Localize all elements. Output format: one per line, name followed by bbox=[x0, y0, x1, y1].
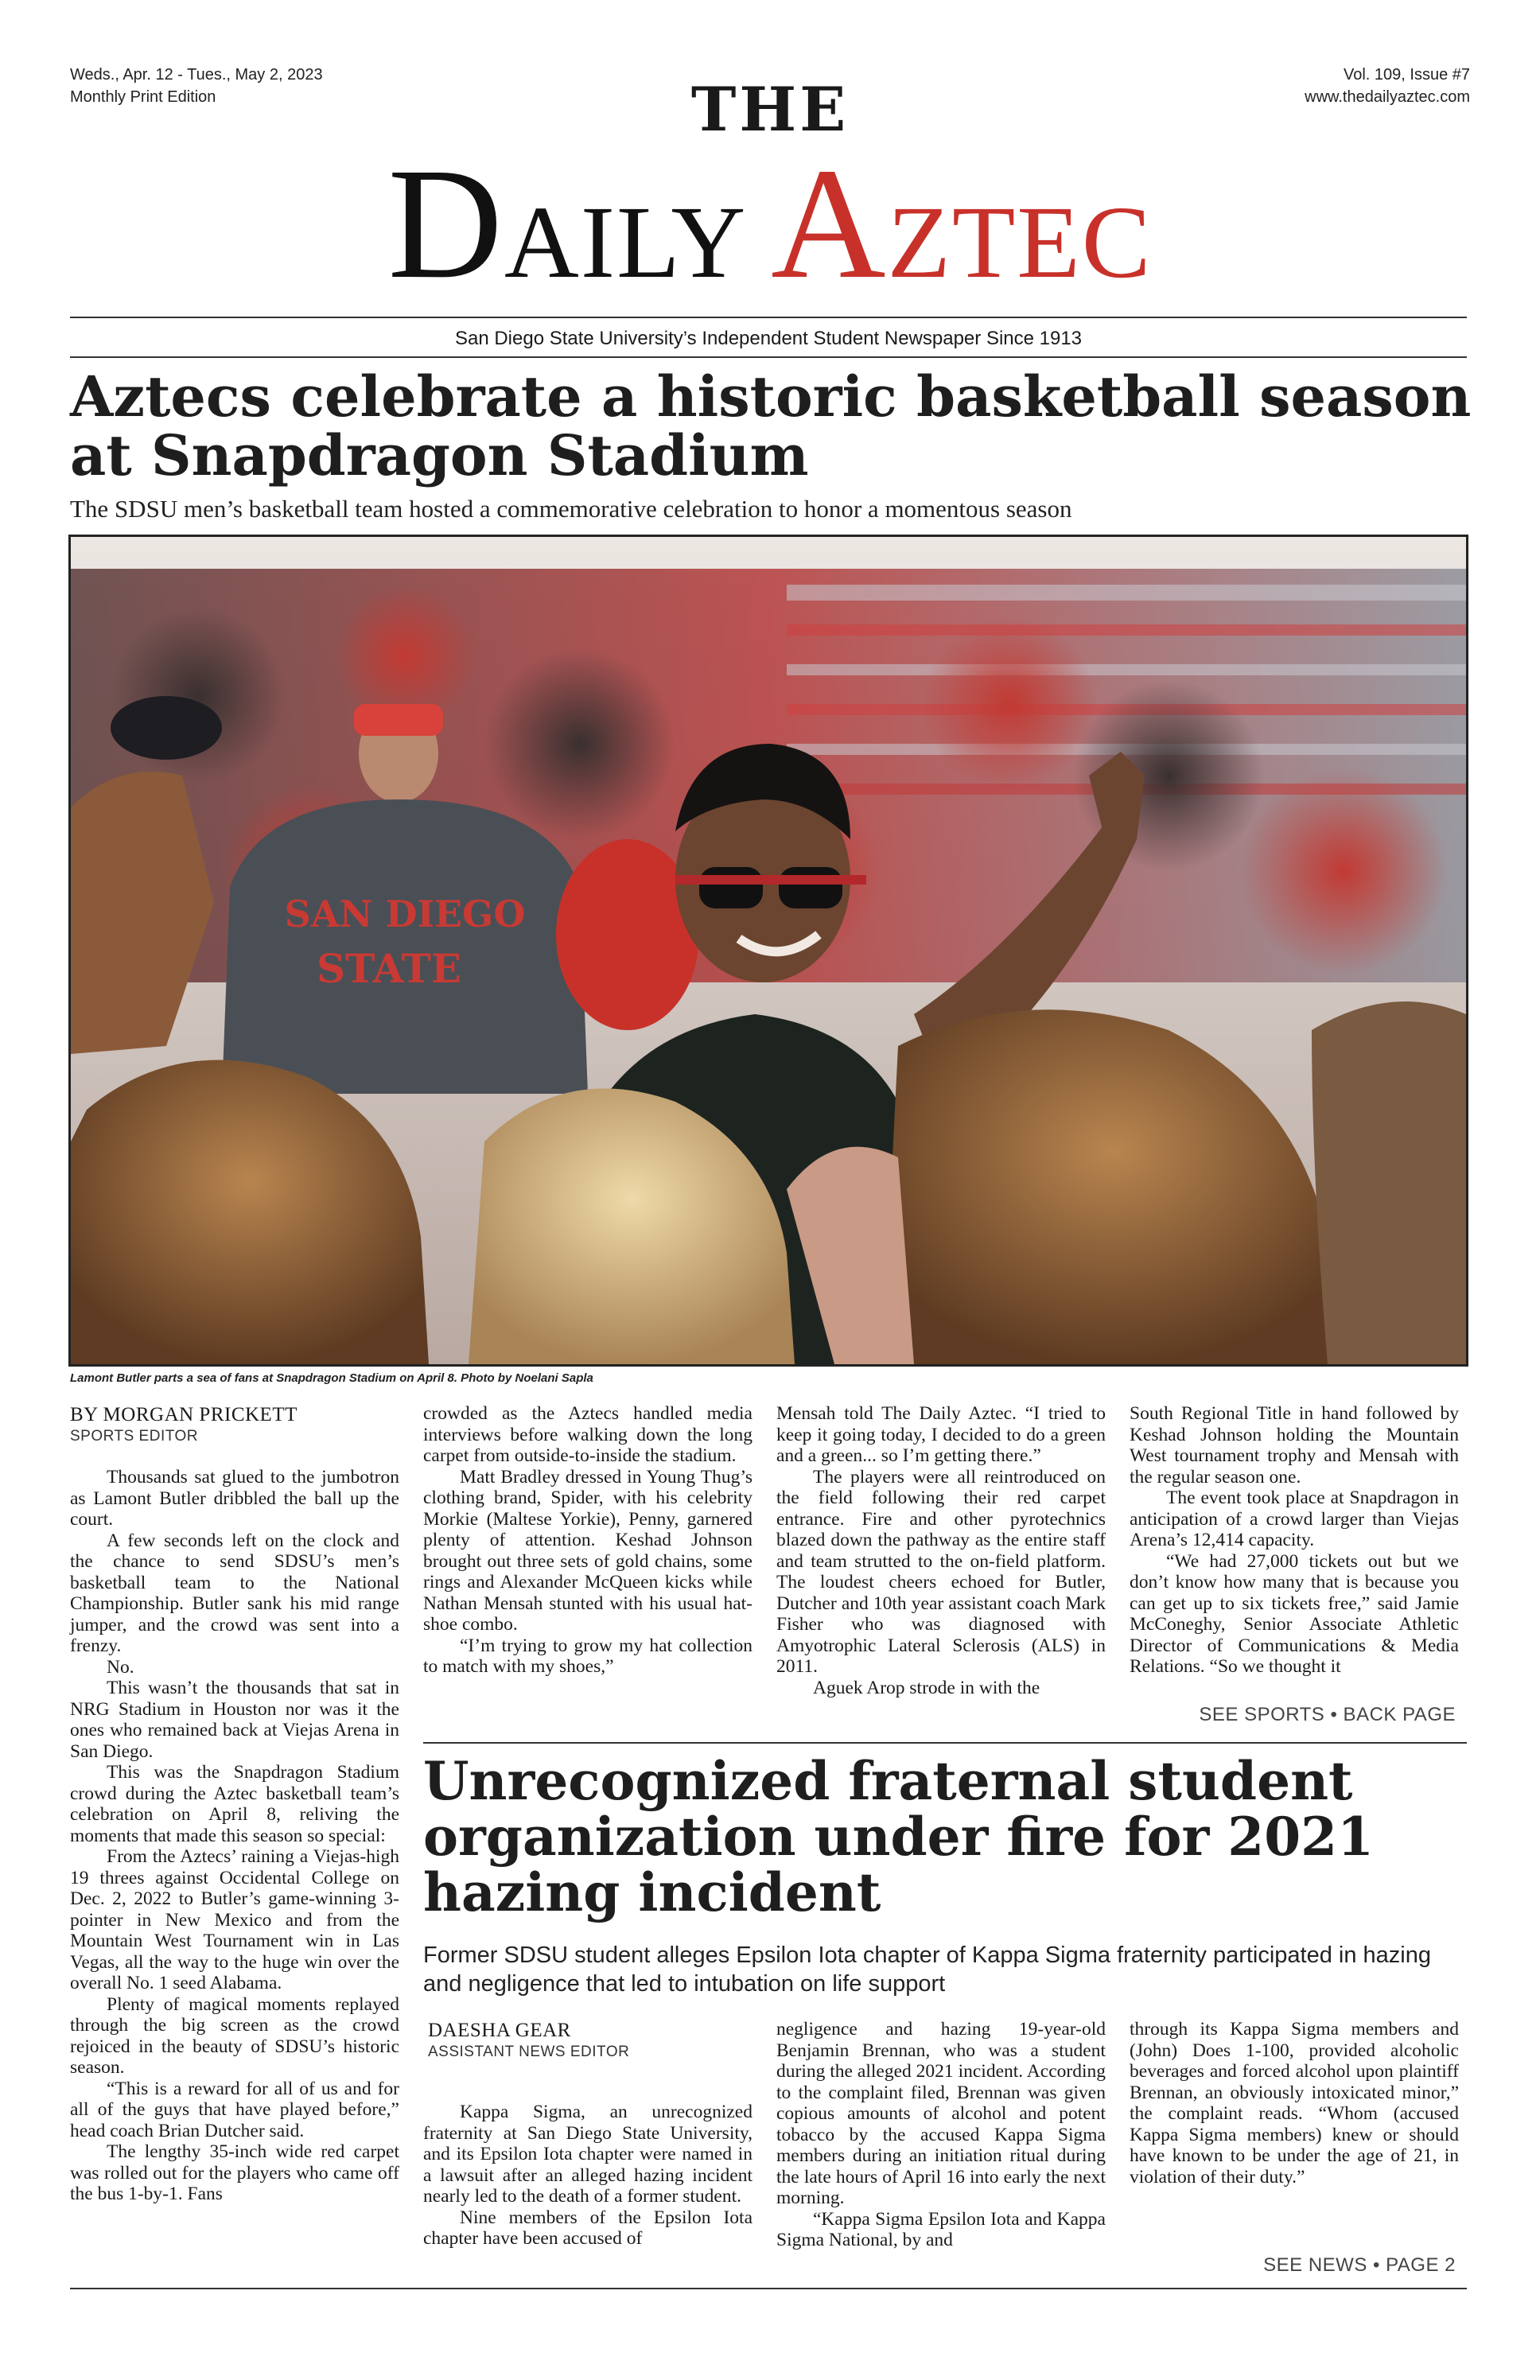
second-column-2: negligence and hazing 19-year-old Benjamin Brennan, who was a student during the alleged 2021 incident. According to the complaint filed, Brennan was given copious amounts of alcohol and potent tobacco by the accused Kappa Sigma members during an initiation ritual during the late hours of April 16 into early the next morning. “Kappa Sigma Epsilon Iota and Kappa Sigma National, by and bbox=[776, 2019, 1106, 2250]
lead-photo-caption: Lamont Butler parts a sea of fans at Snapdragon Stadium on April 8. Photo by Noelani Sapla bbox=[70, 1371, 593, 1385]
lead-author-title: SPORTS EDITOR bbox=[70, 1428, 198, 1445]
lead-photo[interactable] bbox=[68, 535, 1468, 1367]
masthead-top-rule bbox=[70, 317, 1467, 318]
second-byline bbox=[428, 2019, 746, 2062]
lead-byline bbox=[70, 1403, 404, 1446]
website-link[interactable]: www.thedailyaztec.com bbox=[1305, 88, 1470, 106]
issue-volume bbox=[1152, 64, 1470, 108]
section-divider-rule bbox=[423, 1742, 1467, 1744]
masthead-aztec: AZTEC bbox=[771, 136, 1153, 312]
volume-label: Vol. 109, Issue #7 bbox=[1343, 66, 1470, 84]
crowd-photo-illustration bbox=[71, 537, 1466, 1364]
lead-jump-link[interactable]: SEE SPORTS • BACK PAGE bbox=[1199, 1704, 1456, 1725]
lead-column-3: Mensah told The Daily Aztec. “I tried to keep it going today, I decided to do a green and a green... so I’m getting there.” The players were all reintroduced on the field following their red carpet entrance. Fire and other pyrotechnics blazed down the pathway as the entire staff and team strutted to the on-field platform. The loudest cheers echoed for Butler, Dutcher and 10th year assistant coach Mark Fisher who was diagnosed with Amyotrophic Lateral Sclerosis (ALS) in 2011. Aguek Arop strode in with the bbox=[776, 1403, 1106, 1698]
second-subhead: Former SDSU student alleges Epsilon Iota chapter of Kappa Sigma fraternity participated in hazing and negligence that led to intubation on life support bbox=[423, 1942, 1432, 1997]
lead-column-4: South Regional Title in hand followed by Keshad Johnson holding the Mountain West tournament trophy and Mensah with the regular season one. The event took place at Snapdragon in anticipation of a crowd larger than Viejas Arena’s 12,414 capacity. “We had 27,000 tickets out but we don’t know how many that is because you can get up to six tickets free,” said Jamie McConeghy, Senior Associate Athletic Director of Communications & Media Relations. “So we thought it bbox=[1130, 1403, 1459, 1677]
masthead-title bbox=[134, 136, 1406, 322]
lead-author: BY MORGAN PRICKETT bbox=[70, 1404, 298, 1425]
second-author: DAESHA GEAR bbox=[428, 2020, 571, 2041]
second-column-1: Kappa Sigma, an unrecognized fraternity at San Diego State University, and its Epsilon Iota chapter were named in a lawsuit after an alleged hazing incident nearly led to the death of a former student. Nine members of the Epsilon Iota chapter have been accused of bbox=[423, 2102, 752, 2249]
second-headline[interactable]: Unrecognized fraternal student organization under fire for 2021 hazing incident bbox=[423, 1750, 1374, 1923]
masthead-the: THE bbox=[690, 74, 850, 145]
lead-column-2: crowded as the Aztecs handled media interviews before walking down the long carpet from outside-to-inside the stadium. Matt Bradley dressed in Young Thug’s clothing brand, Spider, with his celebrity Morkie (Maltese Yorkie), Penny, garnered plenty of attention. Keshad Johnson brought out three sets of gold chains, some rings and Alexander McQueen kicks while Nathan Mensah stunted with his usual hat-shoe combo. “I’m trying to grow my hat collection to match with my shoes,” bbox=[423, 1403, 752, 1677]
second-author-title: ASSISTANT NEWS EDITOR bbox=[428, 2044, 630, 2060]
masthead-bottom-rule bbox=[70, 356, 1467, 358]
lead-subhead: The SDSU men’s basketball team hosted a commemorative celebration to honor a momentous season bbox=[70, 495, 1072, 523]
second-jump-link[interactable]: SEE NEWS • PAGE 2 bbox=[1263, 2254, 1456, 2276]
masthead-daily: DAILY bbox=[387, 136, 744, 312]
lead-column-1: Thousands sat glued to the jumbotron as Lamont Butler dribbled the ball up the court. A few seconds left on the clock and the chance to send SDSU’s men’s basketball team to the National Championship. Butler sank his mid range jumper, and the crowd was sent into a frenzy. No. This wasn’t the thousands that sat in NRG Stadium in Houston nor was it the ones who remained back at Viejas Arena in San Diego. This was the Snapdragon Stadium crowd during the Aztec basketball team’s celebration on April 8, reliving the moments that made this season so special: From the Aztecs’ raining a Viejas-high 19 threes against Occidental College on Dec. 2, 2022 to Butler’s game-winning 3-pointer in New Mexico and from the Mountain West Tournament win in Las Vegas, all the way to the huge win over the overall No. 1 seed Alabama. Plenty of magical moments replayed through the big screen as the crowd rejoiced in the beauty of SDSU’s historic season. “This is a reward for all of us and for all of the guys that have played before,” head coach Brian Dutcher said. The lengthy 35-inch wide red carpet was rolled out for the players who came off the bus 1-by-1. Fans bbox=[70, 1467, 399, 2204]
issue-dates bbox=[70, 64, 404, 108]
shirt-text-state: STATE bbox=[317, 945, 461, 992]
edition-label: Monthly Print Edition bbox=[70, 88, 216, 106]
shirt-text-san-diego: SAN DIEGO bbox=[284, 892, 526, 935]
second-column-3: through its Kappa Sigma members and (John) Does 1-100, provided alcoholic beverages and forced alcohol upon plaintiff Brennan, an obviously intoxicated minor,” the complaint reads. “Whom (accused Kappa Sigma members) knew or should have known to be under the age of 21, in violation of their duty.” bbox=[1130, 2019, 1459, 2188]
masthead-tagline: San Diego State University’s Independent Student Newspaper Since 1913 bbox=[454, 328, 1083, 349]
page-bottom-rule bbox=[70, 2288, 1467, 2289]
issue-date-range: Weds., Apr. 12 - Tues., May 2, 2023 bbox=[70, 66, 323, 84]
lead-headline[interactable]: Aztecs celebrate a historic basketball season at Snapdragon Stadium bbox=[70, 364, 1472, 488]
